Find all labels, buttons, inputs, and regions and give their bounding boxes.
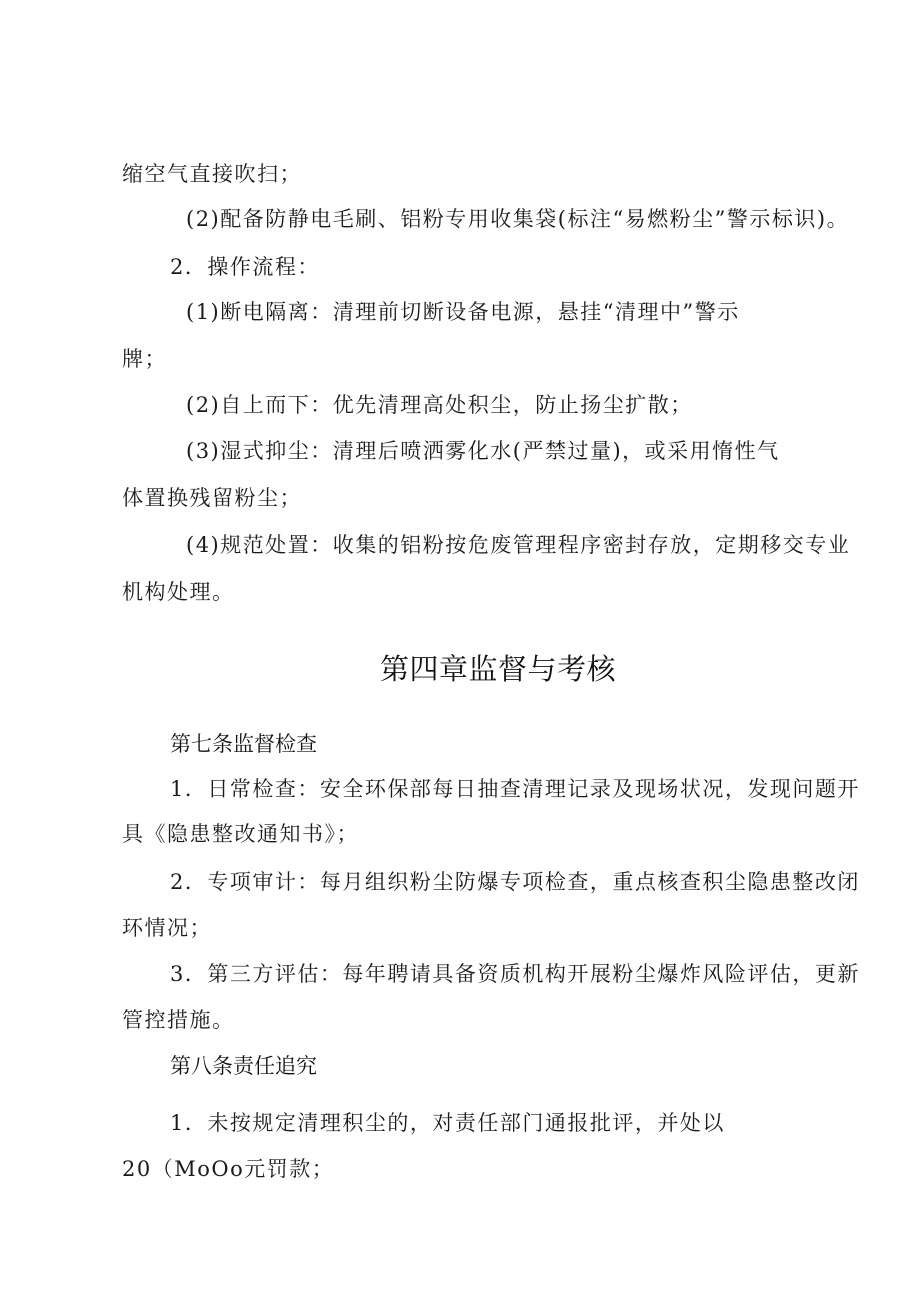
text-line: 20（MoOo元罚款； xyxy=(122,1157,335,1181)
text-line: 3．第三方评估：每年聘请具备资质机构开展粉尘爆炸风险评估，更新 xyxy=(170,962,860,986)
text-line: 机构处理。 xyxy=(122,580,235,604)
text-line: 1．未按规定清理积尘的，对责任部门通报批评，并处以 xyxy=(170,1111,725,1135)
text-line: 管控措施。 xyxy=(122,1008,235,1032)
text-line: 2．专项审计：每月组织粉尘防爆专项检查，重点核查积尘隐患整改闭 xyxy=(170,870,860,894)
text-line: (3)湿式抑尘：清理后喷洒雾化水(严禁过量)，或采用惰性气 xyxy=(186,439,780,463)
text-line: (1)断电隔离：清理前切断设备电源，悬挂“清理中”警示 xyxy=(186,300,740,324)
text-line: (2)自上而下：优先清理高处积尘，防止扬尘扩散； xyxy=(186,393,693,417)
text-line: 1．日常检查：安全环保部每日抽查清理记录及现场状况，发现问题开 xyxy=(170,777,860,801)
text-line: 体置换残留粉尘； xyxy=(122,486,302,510)
text-line: 具《隐患整改通知书》； xyxy=(122,822,359,846)
text-line: 2．操作流程： xyxy=(170,255,320,279)
text-line: (4)规范处置：收集的铝粉按危废管理程序密封存放，定期移交专业 xyxy=(186,533,851,557)
article-title: 第八条责任追究 xyxy=(170,1054,317,1078)
text-line: 牌； xyxy=(122,347,167,371)
text-line: (2)配备防静电毛刷、铝粉专用收集袋(标注“易燃粉尘”警示标识)。 xyxy=(186,207,850,231)
text-line: 缩空气直接吹扫； xyxy=(122,162,302,186)
chapter-title: 第四章监督与考核 xyxy=(380,652,617,686)
text-line: 环情况； xyxy=(122,916,212,940)
article-title: 第七条监督检查 xyxy=(170,732,317,756)
